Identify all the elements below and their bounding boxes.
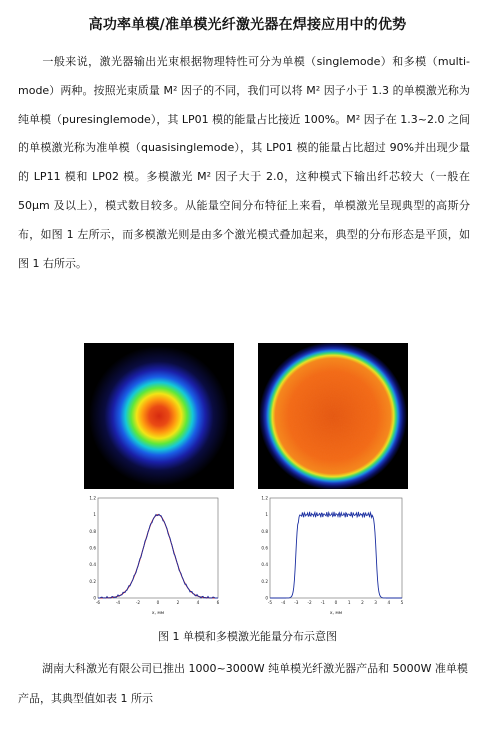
figure-caption: 图 1 单模和多模激光能量分布示意图	[158, 630, 337, 643]
y-tick-label: 0.6	[89, 545, 96, 551]
intro-paragraph-text: 一般来说，激光器输出光束根据物理特性可分为单模（singlemode）和多模（multi-mode）两种。按照光束质量 M² 因子的不同，我们可以将 M² 因子小于 1.3 的单模激光称为纯单模（puresinglemode），其 LP01 模的能量占比接近 100%。M² 因子在 1.3~2.0 之间的单模激光称为准单模（quasisinglemode），其 LP01 模的能量占比超过 90%并出现少量的 LP11 模和 LP02 模。多模激光 M² 因子大于 2.0，这种模式下输出纤芯较大（一般在 50μm 及以上），模式数目较多。从能量空间分布特征上来看，单模激光呈现典型的高斯分布，如图 1 左所示，而多模激光则是由多个激光模式叠加起来，典型的分布形态是平顶，如图 1 右所示。	[18, 55, 470, 270]
closing-paragraph	[18, 654, 470, 714]
y-tick-label: 1	[93, 512, 96, 518]
x-tick-label: 5	[400, 600, 404, 605]
y-tick-label: 1	[265, 512, 268, 518]
y-tick-label: 0	[93, 595, 96, 601]
y-tick-label: 0.2	[89, 578, 96, 584]
y-tick-label: 0.6	[261, 545, 268, 551]
x-tick-label: 2	[176, 600, 180, 605]
x-tick-label: 6	[216, 600, 220, 605]
intro-paragraph	[18, 48, 470, 278]
multi-mode-profile-plot	[256, 494, 408, 616]
y-tick-label: 0.4	[89, 562, 96, 568]
multi-mode-beam-image	[258, 343, 408, 489]
x-tick-label: 3	[374, 600, 377, 605]
x-axis-label: x, мм	[151, 611, 165, 616]
y-tick-label: 0.8	[89, 528, 96, 534]
x-tick-label: -1	[320, 600, 325, 605]
x-tick-label: -4	[281, 600, 286, 605]
page-title: 高功率单模/准单模光纤激光器在焊接应用中的优势	[88, 17, 407, 33]
x-tick-label: -2	[307, 600, 312, 605]
plot-frame	[98, 498, 218, 598]
x-tick-label: 0	[334, 600, 338, 605]
y-tick-label: 1.2	[261, 495, 268, 501]
x-tick-label: -4	[115, 600, 121, 605]
x-tick-label: -2	[135, 600, 141, 605]
y-tick-label: 1.2	[89, 495, 96, 501]
x-tick-label: -5	[267, 600, 273, 605]
single-mode-beam-image	[84, 343, 234, 489]
y-tick-label: 0.8	[261, 528, 268, 534]
y-tick-label: 0.2	[261, 578, 268, 584]
x-tick-label: 2	[361, 600, 364, 605]
closing-paragraph-text: 湖南大科激光有限公司已推出 1000~3000W 纯单模光纤激光器产品和 5000W 准单模产品，其典型值如表 1 所示	[18, 662, 468, 705]
x-axis-label: x, мм	[329, 611, 343, 616]
y-tick-label: 0	[265, 595, 268, 601]
single-mode-profile-plot	[84, 494, 224, 616]
x-tick-label: 4	[196, 600, 200, 605]
y-tick-label: 0.4	[261, 562, 268, 568]
x-tick-label: -3	[294, 600, 299, 605]
x-tick-label: -6	[95, 600, 101, 605]
x-tick-label: 0	[156, 600, 160, 605]
x-tick-label: 4	[387, 600, 391, 605]
x-tick-label: 1	[347, 600, 351, 605]
